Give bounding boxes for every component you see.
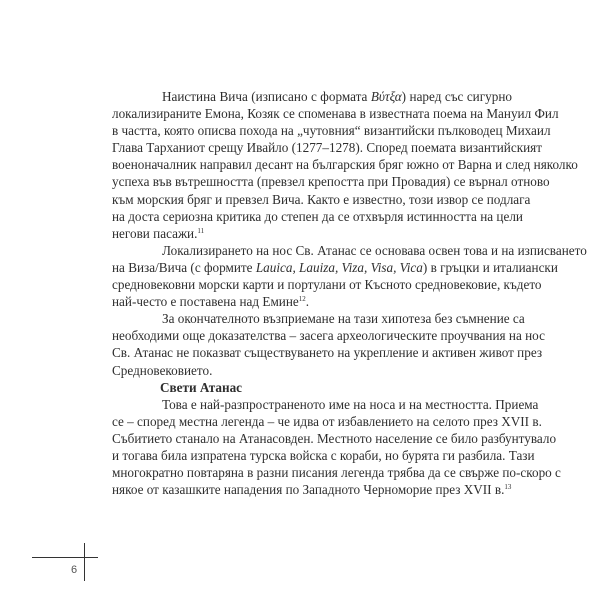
text-line (112, 139, 542, 156)
text-segment: Събитието станало на Атанасовден. Местното население се било разбунтувало (112, 430, 557, 446)
text-segment: Наистина Вича (изписано с формата (162, 89, 371, 104)
text-segment: многократно повтаряна в разни писания легенда трябва да се свърже по-скоро с (112, 465, 561, 481)
page-number: 6 (71, 564, 78, 576)
text-segment: в частта, която описва похода на „чутовния“ византийски пълководец Михаил (112, 123, 551, 139)
body-text (112, 88, 587, 498)
text-segment: Глава Тарханиот срещу Ивайло (1277–1278). Според поемата византийският (112, 140, 542, 156)
text-line (112, 259, 558, 276)
text-line (112, 481, 512, 498)
text-segment: ) наред със сигурно (401, 89, 512, 104)
text-line (112, 105, 559, 122)
text-line (112, 430, 557, 447)
text-line (112, 122, 551, 139)
text-segment: на доста сериозна критика до степен да се отхвърля истинността на цели (112, 208, 523, 224)
text-line (112, 276, 542, 293)
text-segment: най-често е поставена над Емине (112, 294, 299, 310)
crop-mark-vertical (84, 543, 85, 581)
text-line (112, 242, 587, 259)
text-line (112, 362, 512, 379)
text-segment: някое от казашките нападения по Западното Черноморие през XVII в. (112, 482, 505, 498)
footnote-ref: 12 (298, 295, 306, 304)
text-line (112, 225, 512, 242)
text-line (112, 208, 523, 225)
text-line (112, 396, 539, 413)
text-segment: Това е най-разпространеното име на носа и на местността. Приема (162, 396, 539, 412)
text-line (112, 464, 561, 481)
crop-mark-horizontal (32, 557, 98, 558)
text-segment: Свети Атанас (160, 379, 243, 395)
text-line (112, 344, 543, 361)
text-segment: Св. Атанас не показват съществуването на укрепление и активен живот през (112, 345, 543, 361)
text-line (112, 88, 512, 105)
text-segment: Средновековието. (112, 362, 213, 378)
footnote-ref: 11 (197, 226, 205, 235)
text-segment: Локализирането на нос Св. Атанас се основава освен това и на изписването (162, 242, 587, 258)
text-line (112, 191, 531, 208)
text-line (112, 413, 542, 430)
text-line (112, 156, 578, 173)
text-segment: средновековни морски карти и портулани от Късното средновековие, където (112, 277, 542, 293)
text-segment: ) в гръцки и италиански (422, 259, 558, 275)
text-segment: на Виза/Вича (с формите (112, 259, 256, 275)
text-line (112, 310, 525, 327)
text-segment: необходими още доказателства – засега археологическите проучвания на нос (112, 328, 545, 344)
footnote-ref: 13 (504, 483, 512, 492)
text-line (112, 293, 512, 310)
text-line (112, 447, 535, 464)
text-segment: негови пасажи. (112, 225, 198, 241)
text-segment: към морския бряг и превзел Вича. Както е известно, този извор се подлага (112, 191, 531, 207)
text-line (112, 173, 550, 190)
text-segment: успеха във вътрешността (превзел крепостта при Провадия) се върнал отново (112, 174, 550, 190)
text-line (112, 327, 545, 344)
text-segment: За окончателното възприемане на тази хипотеза без съмнение са (162, 311, 525, 327)
text-segment: се – според местна легенда – че идва от избавлението на селото през XVII в. (112, 413, 542, 429)
section-heading (112, 379, 512, 396)
text-segment: военоначалник направил десант на българския бряг южно от Варна и след няколко (112, 157, 578, 173)
text-segment: . (305, 294, 310, 310)
text-segment: локализираните Емона, Козяк се споменава в известната поема на Мануил Фил (112, 106, 559, 122)
text-segment: и тогава била изпратена турска войска с кораби, но бурята ги разбила. Тази (112, 447, 535, 463)
text-segment: Βύτξα (370, 89, 402, 104)
text-segment: Lauica, Lauiza, Viza, Visa, Vica (255, 259, 423, 275)
